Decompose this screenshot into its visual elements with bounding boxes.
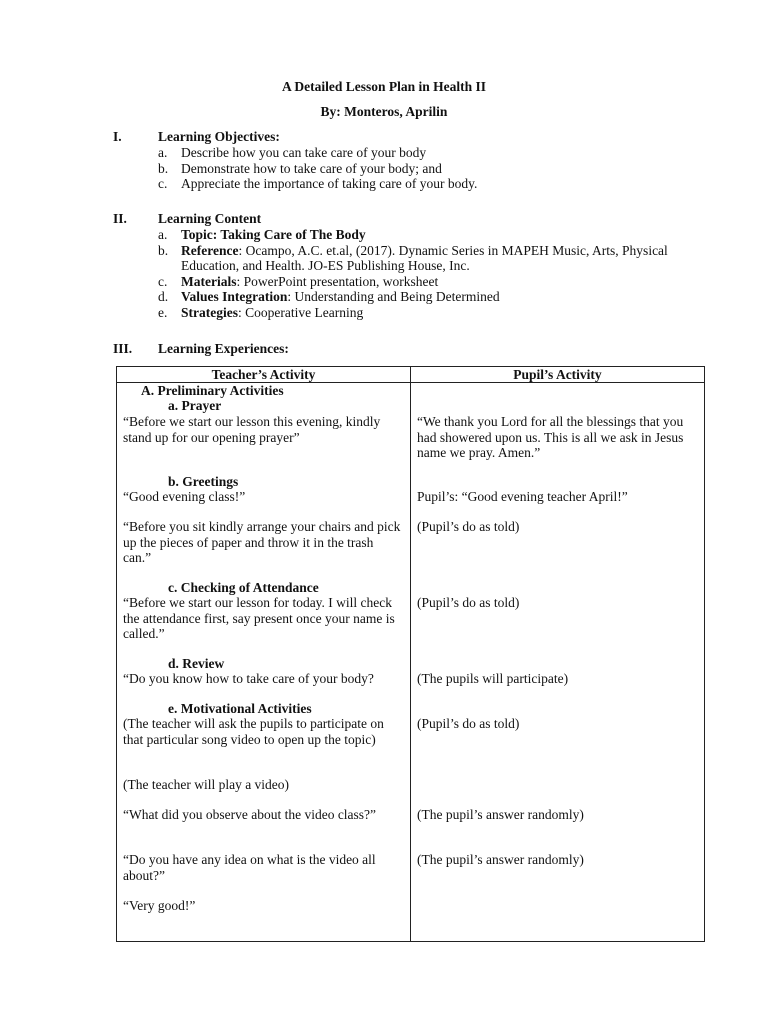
item-letter: a. bbox=[158, 145, 168, 160]
item-text: : Cooperative Learning bbox=[237, 304, 364, 320]
content-section bbox=[113, 211, 713, 320]
item-letter: c. bbox=[158, 176, 168, 191]
table-header-row bbox=[117, 367, 705, 383]
motivational-teacher-text: (The teacher will ask the pupils to participate on that particular song video to open up the topic) bbox=[123, 716, 384, 747]
motivational-pupil-text: (Pupil’s do as told) bbox=[417, 716, 520, 731]
item-text: Describe how you can take care of your body bbox=[181, 145, 427, 160]
prayer-teacher-text: “Before we start our lesson this evening, kindly stand up for our opening prayer” bbox=[123, 414, 381, 445]
teacher-column-header: Teacher’s Activity bbox=[117, 367, 411, 383]
section-title: Learning Content bbox=[158, 211, 262, 226]
attendance-teacher-text: “Before we start our lesson for today. I will check the attendance first, say present once your name is called.” bbox=[123, 595, 395, 641]
section-title: Learning Experiences: bbox=[158, 341, 289, 356]
list-item bbox=[113, 289, 673, 305]
item-letter: e. bbox=[158, 304, 168, 320]
content-heading bbox=[113, 211, 713, 227]
attendance-heading: c. Checking of Attendance bbox=[168, 580, 319, 595]
greetings-heading: b. Greetings bbox=[168, 474, 239, 489]
section-number: I. bbox=[113, 129, 122, 144]
pupil-activity-cell bbox=[411, 383, 705, 942]
document-author: By: Monteros, Aprilin bbox=[320, 104, 448, 119]
section-number: II. bbox=[113, 211, 127, 226]
item-text: : Ocampo, A.C. et.al, (2017). Dynamic Series in MAPEH Music, Arts, Physical Education, and Health. JO-ES Publishing House, Inc. bbox=[181, 242, 668, 273]
experiences-section bbox=[113, 341, 713, 357]
experiences-heading bbox=[113, 341, 713, 357]
item-label: Reference bbox=[181, 242, 239, 258]
review-heading: d. Review bbox=[168, 656, 225, 671]
activities-table bbox=[116, 366, 705, 942]
content-list bbox=[113, 227, 673, 320]
idea-teacher-text: “Do you have any idea on what is the video all about?” bbox=[123, 852, 376, 883]
greetings-pupil-text: Pupil’s: “Good evening teacher April!” bbox=[417, 489, 628, 504]
objectives-section bbox=[113, 129, 713, 192]
item-text: Demonstrate how to take care of your body; and bbox=[181, 160, 442, 176]
prayer-pupil-text: “We thank you Lord for all the blessings that you had showered upon us. This is all we ask in Jesus name we pray. Amen.” bbox=[417, 414, 684, 460]
item-label: Topic: Taking Care of The Body bbox=[181, 227, 366, 242]
item-text: Appreciate the importance of taking care of your body. bbox=[181, 176, 478, 191]
objectives-heading bbox=[113, 129, 713, 145]
item-letter: a. bbox=[158, 227, 168, 242]
item-label: Strategies bbox=[181, 304, 238, 320]
list-item bbox=[113, 274, 673, 290]
table-row bbox=[117, 383, 705, 942]
review-teacher-text: “Do you know how to take care of your body? bbox=[123, 671, 374, 686]
observe-pupil-text: (The pupil’s answer randomly) bbox=[417, 807, 584, 822]
item-letter: b. bbox=[158, 160, 169, 176]
item-letter: b. bbox=[158, 242, 169, 258]
teacher-activity-cell bbox=[117, 383, 411, 942]
item-letter: d. bbox=[158, 289, 169, 304]
item-text: : Understanding and Being Determined bbox=[287, 289, 500, 304]
section-a-heading: A. Preliminary Activities bbox=[141, 383, 284, 398]
item-label: Materials bbox=[181, 273, 237, 289]
list-item bbox=[113, 243, 673, 274]
list-item bbox=[113, 305, 673, 321]
play-video-teacher-text: (The teacher will play a video) bbox=[123, 777, 290, 792]
attendance-pupil-text: (Pupil’s do as told) bbox=[417, 595, 520, 610]
motivational-heading: e. Motivational Activities bbox=[168, 701, 312, 716]
item-text: : PowerPoint presentation, worksheet bbox=[236, 273, 439, 289]
item-letter: c. bbox=[158, 273, 168, 289]
section-number: III. bbox=[113, 341, 133, 356]
objectives-list bbox=[113, 145, 713, 192]
observe-teacher-text: “What did you observe about the video class?” bbox=[123, 807, 377, 822]
list-item bbox=[113, 227, 673, 243]
document-title: A Detailed Lesson Plan in Health II bbox=[281, 79, 487, 94]
greetings-teacher-text: “Good evening class!” bbox=[123, 489, 246, 504]
review-pupil-text: (The pupils will participate) bbox=[417, 671, 569, 686]
prayer-heading: a. Prayer bbox=[168, 398, 222, 413]
list-item bbox=[113, 176, 713, 192]
list-item bbox=[113, 145, 713, 161]
very-good-teacher-text: “Very good!” bbox=[123, 898, 196, 913]
idea-pupil-text: (The pupil’s answer randomly) bbox=[417, 852, 584, 867]
list-item bbox=[113, 161, 713, 177]
section-title: Learning Objectives: bbox=[158, 129, 280, 144]
arrange-teacher-text: “Before you sit kindly arrange your chairs and pick up the pieces of paper and throw it in the trash can.” bbox=[123, 519, 401, 565]
arrange-pupil-text: (Pupil’s do as told) bbox=[417, 519, 520, 534]
pupil-column-header: Pupil’s Activity bbox=[411, 367, 705, 383]
item-label: Values Integration bbox=[181, 289, 288, 304]
